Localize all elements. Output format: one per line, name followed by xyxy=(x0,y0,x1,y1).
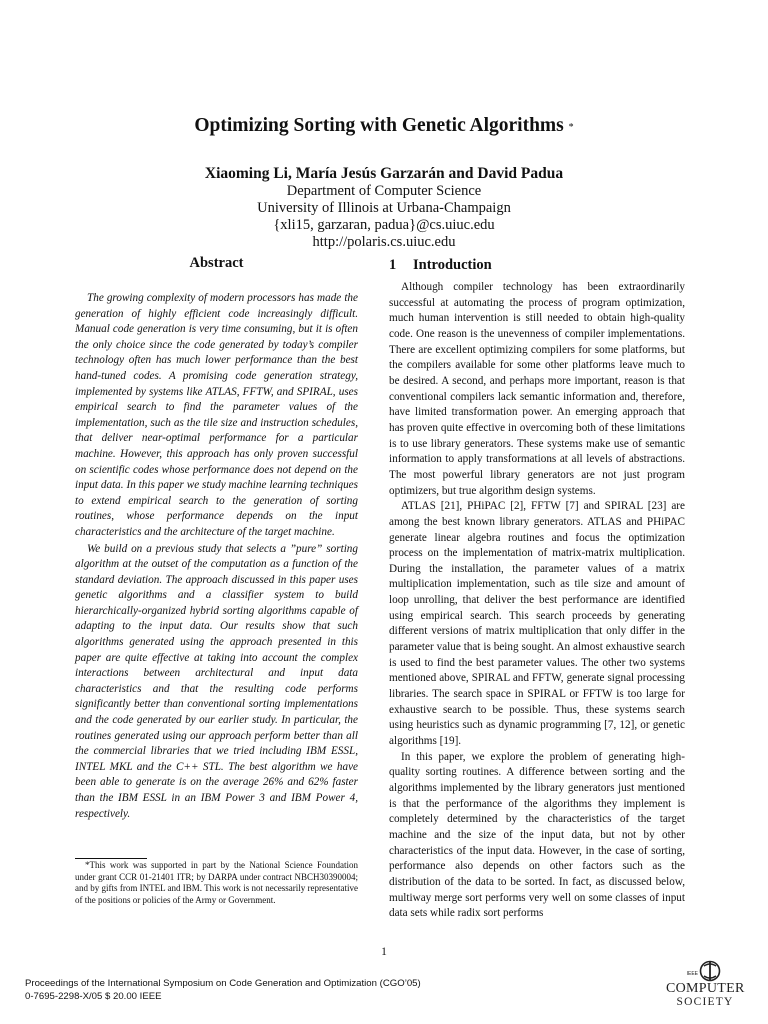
affiliation-block xyxy=(0,183,768,251)
body-paragraph: In this paper, we explore the problem of generating high-quality sorting routines. A difference between sorting and the algorithms implemented by the library generators just mentioned is that the performance of the algorithms they implement is completely determined by the characteristics of the target machine and the size of the input data, but not by other characteristics of the input data. However, in the case of sorting, performance also depends on other factors such as the distribution of the data to be sorted. In fact, as discussed below, multiway merge sort performs very well on some classes of input data sets while radix sort performs xyxy=(389,750,685,920)
page-number: 1 xyxy=(381,946,387,958)
body-paragraph: ATLAS [21], PHiPAC [2], FFTW [7] and SPIRAL [23] are among the best known library generators. ATLAS and PHiPAC generate linear algebra routines and focus the optimization process on the implementation of matrix-matrix multiplication. During the installation, the parameter values of a matrix multiplication implementation, such as tile size and amount of loop unrolling, that deliver the best performance are identified using empirical search. This search proceeds by generating different versions of matrix multiplication that only differ in the parameter value that is being sought. An almost exhaustive search is used to find the best parameter values. The other two systems mentioned above, SPIRAL and FFTW, generate signal processing libraries. The search space in SPIRAL or FFTW is too large for exhaustive search to be possible. Thus, these systems search using heuristics such as dynamic programming [7, 12], or genetic algorithms [19]. xyxy=(389,500,685,748)
website-url: http://polaris.cs.uiuc.edu xyxy=(312,234,456,250)
paper-title xyxy=(0,113,768,139)
author-list: Xiaoming Li, María Jesús Garzarán and David Padua xyxy=(204,165,564,182)
footnote: *This work was supported in part by the National Science Foundation under grant CCR 01-21401 ITR; by DARPA under contract NBCH30390004; and by gifts from INTEL and IBM. This work is not necessarily representative of the positions or policies of the Army or Government. xyxy=(75,860,358,906)
logo-ieee-text: IEEE xyxy=(686,971,698,977)
proceedings-isbn: 0-7695-2298-X/05 $ 20.00 IEEE xyxy=(25,991,162,1002)
body-paragraph: Although compiler technology has been extraordinarily successful at automating the process of program optimization, much human intervention is still needed to obtain high-quality code. One reason is the unevenness of compiler implementations. There are excellent optimizing compilers for some platforms, but the compilers available for some other platforms leave much to be desired. A second, and perhaps more important, reason is that conventional compilers lack semantic information and, therefore, have limited transformation power. An emerging approach that has proven quite effective in overcoming both of these limitations is to use library generators. These systems make use of semantic information to apply transformations at all levels of abstractions. The most powerful library generators are not just program optimizers, but true algorithm design systems. xyxy=(389,281,685,497)
logo-line-2: SOCIETY xyxy=(676,996,734,1008)
right-column xyxy=(389,256,685,922)
section-title: Introduction xyxy=(413,257,492,273)
abstract-paragraph: We build on a previous study that selects a ”pure” sorting algorithm at the outset of the computation as a function of the standard deviation. The approach discussed in this paper uses genetic algorithms and a classifier system to build hierarchically-organized hybrid sorting algorithms capable of adapting to the input data. Our results show that such algorithms generated using the approach presented in this paper are quite effective at taking into account the complex interactions between architectural and input data characteristics and that the resulting code performs significantly better than conventional sorting implementations and the code generated by our earlier study. In particular, the routines generated using our approach perform better than all the commercial libraries that we tried including IBM ESSL, INTEL MKL and the C++ STL. The best algorithm we have been able to generate is on the average 26% and 62% faster than the IBM ESSL in an IBM Power 3 and IBM Power 4, respectively. xyxy=(75,542,358,820)
title-text: Optimizing Sorting with Genetic Algorithms xyxy=(194,115,564,136)
abstract-heading: Abstract xyxy=(189,255,244,271)
proceedings-title: Proceedings of the International Symposium on Code Generation and Optimization (CGO’05) xyxy=(25,978,421,989)
logo-line-1: COMPUTER xyxy=(666,981,745,996)
department: Department of Computer Science xyxy=(286,183,482,199)
abstract-paragraph: The growing complexity of modern processors has made the generation of highly efficient code increasingly difficult. Manual code generation is very time consuming, but it is often the only choice since the code generated by today’s compiler technology often has much lower performance than the best hand-tuned codes. A promising code generation strategy, implemented by systems like ATLAS, FFTW, and SPIRAL, uses empirical search to find the parameter values of the implementation, such as the tile size and instruction schedules, that deliver near-optimal performance for a particular machine. However, this approach has only proven successful on scientific codes whose performance does not depend on the input data. In this paper we study machine learning techniques to extend empirical search to the generation of sorting routines, whose performance depends on the input characteristics and the architecture of the target machine. xyxy=(75,292,358,538)
university: University of Illinois at Urbana-Champaign xyxy=(257,200,511,216)
title-footnote-mark: * xyxy=(568,122,574,133)
left-column xyxy=(75,254,358,822)
section-number: 1 xyxy=(389,257,397,273)
author-emails: {xli15, garzaran, padua}@cs.uiuc.edu xyxy=(273,217,495,233)
footnote-rule xyxy=(75,858,147,859)
proceedings-footer xyxy=(25,977,421,1003)
section-heading xyxy=(389,256,685,274)
